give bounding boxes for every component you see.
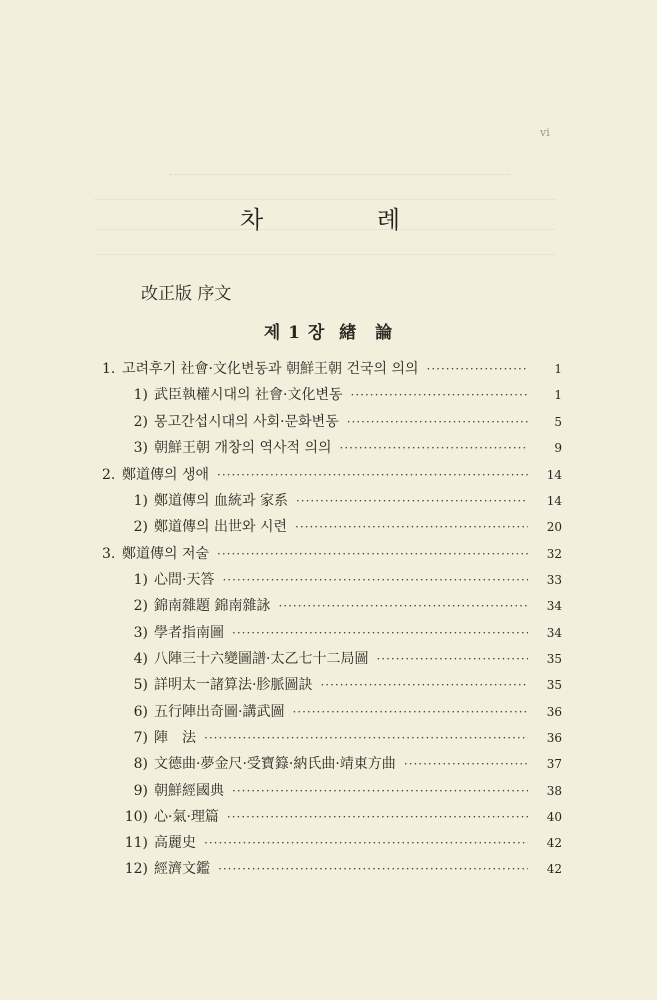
toc-entry-number: 1) bbox=[133, 493, 148, 509]
toc-page-number: 20 bbox=[546, 520, 562, 534]
toc-entry bbox=[120, 384, 562, 408]
toc-entry bbox=[120, 806, 562, 830]
toc-leader-dots bbox=[340, 441, 528, 455]
toc-page-number: 5 bbox=[554, 415, 562, 429]
toc-page-number: 38 bbox=[546, 784, 562, 798]
toc-entry-title: 朝鮮經國典 bbox=[154, 783, 224, 799]
page-title-char: 차 bbox=[240, 206, 264, 234]
bleed-through-line bbox=[170, 160, 510, 175]
toc-leader-dots bbox=[232, 784, 528, 798]
toc-page-number: 14 bbox=[546, 494, 562, 508]
toc-page-number: 36 bbox=[546, 731, 562, 745]
toc-entry-number: 9) bbox=[133, 783, 148, 799]
toc-entry-number: 1) bbox=[133, 387, 148, 403]
toc-entry-number: 6) bbox=[133, 704, 148, 720]
toc-entry-number: 5) bbox=[133, 677, 148, 693]
page-title-char: 례 bbox=[376, 206, 400, 234]
toc-page-number: 34 bbox=[546, 626, 562, 640]
toc-entry-title: 陣 法 bbox=[154, 730, 196, 746]
toc-page-number: 40 bbox=[546, 810, 562, 824]
toc-entry-title: 朝鮮王朝 개창의 역사적 의의 bbox=[154, 440, 332, 456]
toc-entry-title: 心·氣·理篇 bbox=[154, 809, 219, 825]
toc-page-number: 34 bbox=[546, 599, 562, 613]
toc-page-number: 33 bbox=[546, 573, 562, 587]
toc-entry-number: 11) bbox=[124, 835, 148, 851]
toc-page-number: 35 bbox=[546, 678, 562, 692]
toc-entry bbox=[120, 858, 562, 882]
toc-entry-title: 鄭道傳의 出世와 시련 bbox=[154, 519, 287, 535]
toc-entry-number: 10) bbox=[124, 809, 148, 825]
toc-entry bbox=[120, 516, 562, 540]
toc-leader-dots bbox=[278, 599, 528, 613]
toc-entry bbox=[120, 595, 562, 619]
toc-entry bbox=[120, 490, 562, 514]
toc-entry-title: 八陣三十六變圖譜·太乙七十二局圖 bbox=[154, 651, 369, 667]
toc-leader-dots bbox=[292, 705, 528, 719]
toc-entry-number: 3. bbox=[102, 546, 116, 562]
toc-entry bbox=[120, 753, 562, 777]
toc-entry-number: 1) bbox=[133, 572, 148, 588]
toc-entry bbox=[102, 543, 562, 567]
toc-page-number: 35 bbox=[546, 652, 562, 666]
bleed-through-line bbox=[95, 185, 555, 200]
toc-entry-title: 經濟文鑑 bbox=[154, 861, 210, 877]
toc-leader-dots bbox=[376, 652, 528, 666]
toc-entry-number: 3) bbox=[133, 625, 148, 641]
chapter-heading bbox=[200, 318, 457, 343]
preface-heading: 改正版 序文 bbox=[141, 284, 232, 304]
toc-leader-dots bbox=[218, 862, 528, 876]
toc-page-number: 36 bbox=[546, 705, 562, 719]
toc-leader-dots bbox=[204, 836, 528, 850]
toc-entry-number: 2. bbox=[102, 467, 116, 483]
page-mark: vi bbox=[540, 126, 550, 139]
toc-entry bbox=[120, 648, 562, 672]
toc-page-number: 1 bbox=[554, 388, 562, 402]
toc-entry-number: 4) bbox=[133, 651, 148, 667]
toc-leader-dots bbox=[217, 547, 528, 561]
toc-page-number: 42 bbox=[546, 862, 562, 876]
toc-entry-title: 武臣執權시대의 社會·文化변동 bbox=[154, 387, 343, 403]
toc-page-number: 14 bbox=[546, 468, 562, 482]
toc-leader-dots bbox=[232, 626, 528, 640]
page-title bbox=[240, 200, 400, 235]
toc-entry-number: 2) bbox=[133, 598, 148, 614]
toc-leader-dots bbox=[295, 520, 528, 534]
toc-entry-number: 2) bbox=[133, 414, 148, 430]
table-of-contents bbox=[0, 358, 657, 898]
toc-entry-number: 7) bbox=[133, 730, 148, 746]
toc-entry-title: 고려후기 社會·文化변동과 朝鮮王朝 건국의 의의 bbox=[122, 361, 419, 377]
toc-page-number: 32 bbox=[546, 547, 562, 561]
toc-entry-number: 12) bbox=[124, 861, 148, 877]
toc-leader-dots bbox=[217, 468, 528, 482]
toc-leader-dots bbox=[427, 362, 528, 376]
toc-page-number: 42 bbox=[546, 836, 562, 850]
toc-entry-title: 學者指南圖 bbox=[154, 625, 224, 641]
toc-page-number: 9 bbox=[554, 441, 562, 455]
toc-entry bbox=[120, 701, 562, 725]
toc-entry-title: 心問·天答 bbox=[154, 572, 215, 588]
toc-entry-number: 3) bbox=[133, 440, 148, 456]
toc-leader-dots bbox=[404, 757, 528, 771]
toc-entry bbox=[102, 464, 562, 488]
toc-entry-title: 文德曲·夢金尺·受寶籙·納氏曲·靖東方曲 bbox=[154, 756, 396, 772]
toc-entry bbox=[120, 780, 562, 804]
toc-page-number: 1 bbox=[554, 362, 562, 376]
toc-entry-title: 高麗史 bbox=[154, 835, 196, 851]
toc-leader-dots bbox=[222, 573, 528, 587]
toc-leader-dots bbox=[320, 678, 528, 692]
bleed-through-line bbox=[95, 240, 555, 255]
toc-leader-dots bbox=[347, 415, 528, 429]
toc-entry-title: 詳明太一諸算法·胗脈圖訣 bbox=[154, 677, 313, 693]
toc-entry-number: 1. bbox=[102, 361, 116, 377]
toc-entry-number: 2) bbox=[133, 519, 148, 535]
toc-leader-dots bbox=[351, 388, 528, 402]
toc-entry bbox=[120, 727, 562, 751]
toc-entry-title: 몽고간섭시대의 사회·문화변동 bbox=[154, 414, 339, 430]
toc-entry bbox=[120, 569, 562, 593]
toc-page-number: 37 bbox=[546, 757, 562, 771]
chapter-name: 緖 論 bbox=[339, 323, 394, 343]
toc-entry-title: 鄭道傳의 血統과 家系 bbox=[154, 493, 288, 509]
toc-entry bbox=[120, 411, 562, 435]
toc-leader-dots bbox=[296, 494, 528, 508]
toc-entry-title: 鄭道傳의 저술 bbox=[122, 546, 210, 562]
toc-entry bbox=[120, 674, 562, 698]
toc-leader-dots bbox=[204, 731, 528, 745]
toc-entry bbox=[120, 832, 562, 856]
toc-entry-number: 8) bbox=[133, 756, 148, 772]
toc-leader-dots bbox=[227, 810, 528, 824]
toc-entry-title: 錦南雜題 錦南雜詠 bbox=[154, 598, 271, 614]
toc-entry bbox=[120, 437, 562, 461]
toc-entry bbox=[102, 358, 562, 382]
toc-entry-title: 鄭道傳의 생애 bbox=[122, 467, 210, 483]
toc-entry-title: 五行陣出奇圖·講武圖 bbox=[154, 704, 285, 720]
chapter-label: 제 1 장 bbox=[263, 323, 326, 343]
toc-entry bbox=[120, 622, 562, 646]
